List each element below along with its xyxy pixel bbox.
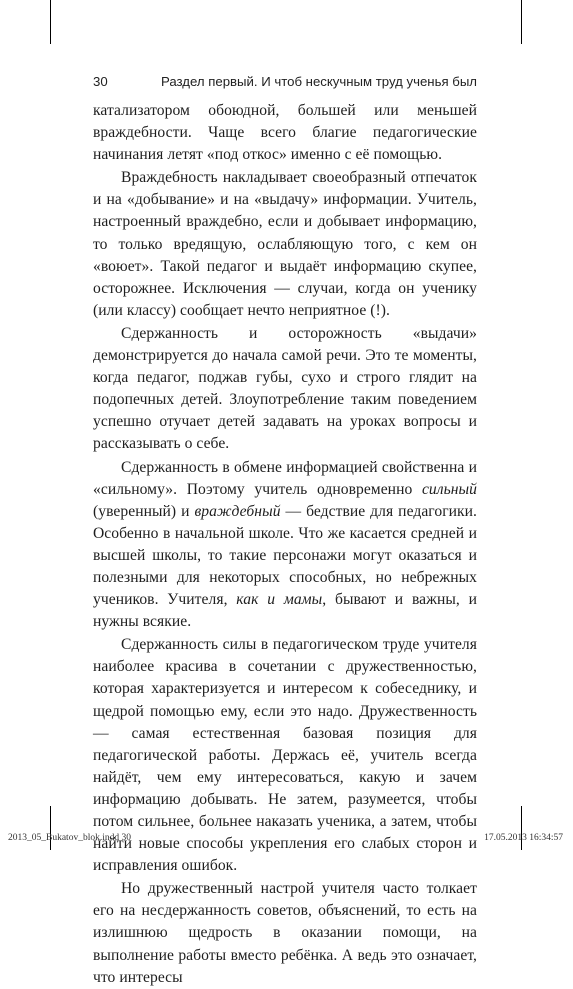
footer-timestamp: 17.05.2013 16:34:57 [484, 833, 563, 843]
text-run: Сдержанность силы в педагогическом труде учителя наиболее красива в сочетании с дружественностью, которая характеризуется и интересом к собеседнику, и щедрой помощью ему, если это надо. Дружественность — самая естественная базовая позиция для педагогической работы. Держась её, учитель всегда найдёт, чем ему интересоваться, какую и зачем информацию добывать. Не затем, разумеется, чтобы потом сильнее, больнее наказать ученика, а затем, чтобы найти новые способы укрепления его слабых сторон и исправления ошибок. [93, 636, 477, 875]
italic-phrase: сильный [421, 480, 477, 498]
paragraph [93, 167, 477, 322]
paragraph [93, 457, 477, 634]
running-head: Раздел первый. И чтоб нескучным труд ученья был [160, 74, 477, 89]
crop-mark-top-left [50, 0, 51, 44]
crop-mark-top-right [521, 0, 522, 44]
text-run: Но дружественный настрой учителя часто толкает его на несдержанность советов, объяснений, то есть на излишнюю щедрость в оказании помощи, на выполнение работы вместо ребёнка. А ведь это означает, что интересы [93, 880, 477, 986]
text-run: (уверенный) и [93, 502, 195, 520]
page-header [93, 72, 477, 94]
text-run: , бывают и важны, и нужны всякие. [93, 591, 477, 631]
body-text [93, 100, 477, 989]
text-run: катализатором обоюдной, большей или меньшей враждебности. Чаще всего благие педагогические начинания летят «под откос» именно с её помощью. [93, 102, 477, 164]
text-run: — бедствие для педагогики. Особенно в начальной школе. Что же касается средней и высшей школы, то такие персонажи могут оказаться и полезными для некоторых способных, но небрежных учеников. Учителя, [93, 502, 478, 609]
italic-phrase: как и мамы [236, 591, 323, 609]
paragraph [93, 634, 477, 877]
italic-phrase: враждебный [194, 502, 281, 520]
footer-file-name: 2013_05_Bukatov_blok.indd 30 [8, 833, 131, 843]
page-number: 30 [93, 74, 108, 89]
text-run: Сдержанность в обмене информацией свойственна и «сильному». Поэтому учитель одновременно [93, 458, 477, 498]
paragraph [93, 100, 477, 166]
text-run: Сдержанность и осторожность «выдачи» демонстрируется до начала самой речи. Это те моменты, когда педагог, поджав губы, сухо и строго глядит на подопечных детей. Злоупотребление таким поведением успешно отучает детей задавать на уроках вопросы и рассказывать о себе. [93, 324, 477, 453]
text-run: Враждебность накладывает своеобразный отпечаток и на «добывание» и на «выдачу» информации. Учитель, настроенный враждебно, если и добывает информацию, то только вредящую, ослабляющую того, с кем он «воюет». Такой педагог и выдаёт информацию скупее, осторожнее. Исключения — случаи, когда он ученику (или классу) сообщает нечто неприятное (!). [93, 169, 477, 319]
paragraph [93, 878, 477, 988]
paragraph [93, 323, 477, 456]
